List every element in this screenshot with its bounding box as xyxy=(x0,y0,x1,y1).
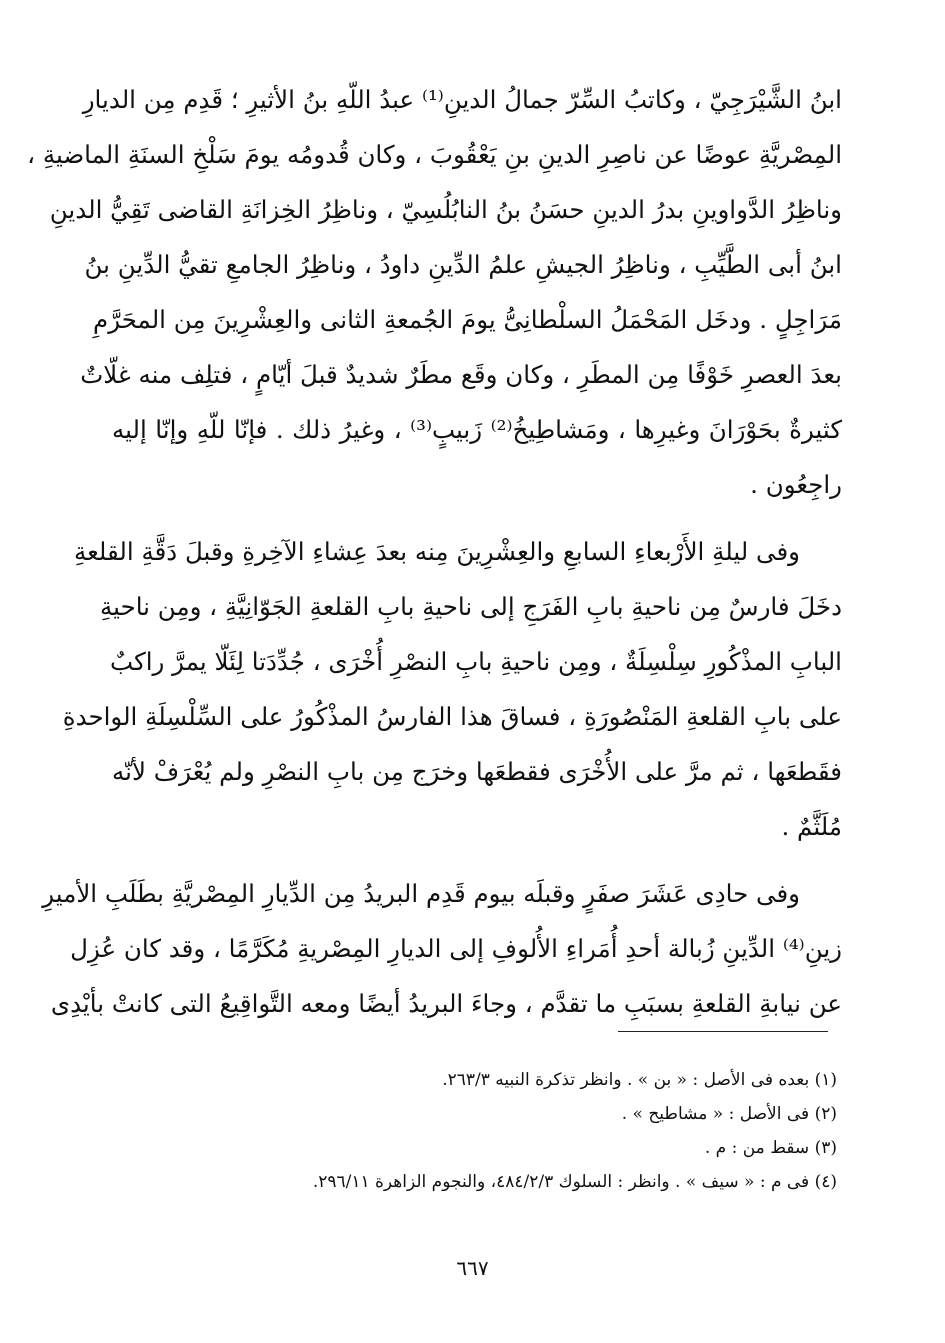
main-text xyxy=(27,72,842,1031)
text-line: فقَطعَها ، ثم مرَّ على الأُخْرَى فقطعَها وخرَج مِن بابِ النصْرِ ولم يُعْرَفْ لأنّه xyxy=(112,757,842,786)
text-line: كثيرةٌ بحَوْرَانَ وغيرِها ، ومَشاطِيخُ⁽²⁾ زَبيبٍ⁽³⁾ ، وغيرُ ذلك . فإنّا للّهِ وإنّا إليه xyxy=(112,415,842,444)
text-line: وناظِرُ الدَّواوينِ بدرُ الدينِ حسَنُ بنُ النابُلُسِيّ ، وناظِرُ الخِزانَةِ القاضى تَقِيُّ الدينِ xyxy=(49,195,842,224)
text-line: وفى حادِى عَشَرَ صفَرٍ وقبلَه بيوم قَدِم البريدُ مِن الدِّيارِ المِصْريَّةِ بطَلَبِ الأميرِ xyxy=(42,879,800,908)
text-line: مَرَاجِلٍ . ودخَل المَحْمَلُ السلْطانِىُّ يومَ الجُمعةِ الثانى والعِشْرِينَ مِن المحَرَّمِ xyxy=(93,305,842,334)
text-line: ابنُ الشَّيْرَجِيّ ، وكاتبُ السِّرّ جمالُ الدينِ⁽¹⁾ عبدُ اللّهِ بنُ الأثيرِ ؛ قَدِم مِن الديارِ xyxy=(82,85,842,114)
text-line: المِصْريَّةِ عوضًا عن ناصِرِ الدينِ بنِ يَعْقُوبَ ، وكان قُدومُه يومَ سَلْخِ السنَةِ الماضيةِ ، xyxy=(27,140,842,169)
footnote-divider xyxy=(618,1031,828,1032)
footnote-2: (٢) فى الأصل : « مشاطيح » . xyxy=(621,1104,837,1124)
text-line: راجِعُون . xyxy=(750,470,842,499)
text-line: على بابِ القلعةِ المَنْصُورَةِ ، فساقَ هذا الفارسُ المذْكُورُ على السِّلْسِلَةِ الواحدةِ xyxy=(62,702,842,731)
text-line: ابنُ أبى الطَّيِّبِ ، وناظِرُ الجيشِ علمُ الدِّينِ داودُ ، وناظِرُ الجامعِ تقيُّ الدِّينِ بنُ xyxy=(84,250,842,279)
text-line: عن نيابةِ القلعةِ بسبَبِ ما تقدَّم ، وجاءَ البريدُ أيضًا ومعه التَّواقِيعُ التى كانتْ بأيْدِى xyxy=(50,989,842,1018)
footnote-1: (١) بعده فى الأصل : « بن » . وانظر تذكرة النبيه ٢٦٣/٣. xyxy=(442,1070,837,1090)
footnote-3: (٣) سقط من : م . xyxy=(704,1138,837,1158)
text-line: مُلَثَّمٌ . xyxy=(781,812,842,841)
text-line: وفى ليلةِ الأَرْبعاءِ السابعِ والعِشْرِينَ مِنه بعدَ عِشاءِ الآخِرةِ وقبلَ دَقَّةِ القلعةِ xyxy=(73,537,800,566)
text-line: زينِ⁽⁴⁾ الدِّينِ زُبالة أحدِ أُمَراءِ الأُلوفِ إلى الديارِ المِصْريةِ مُكَرَّمًا ، وقد كان عُزِل xyxy=(70,934,842,963)
text-line: البابِ المذْكُورِ سِلْسِلَةٌ ، ومِن ناحيةِ بابِ النصْرِ أُخْرَى ، جُدِّدَتا لِئَلّا يمرَّ راكبٌ xyxy=(110,647,842,676)
text-line: دخَلَ فارسٌ مِن ناحيةِ بابِ الفَرَجِ إلى ناحيةِ بابِ القلعةِ الجَوّانِيَّةِ ، ومِن ناحيةِ xyxy=(100,592,842,621)
footnotes xyxy=(112,1063,837,1199)
text-line: بعدَ العصرِ خَوْفًا مِن المطَرِ ، وكان وقَع مطَرٌ شديدٌ قبلَ أيّامٍ ، فتلِف منه غلّاتٌ xyxy=(80,360,842,389)
footnote-4: (٤) فى م : « سيف » . وانظر : السلوك ٤٨٤/٢/٣، والنجوم الزاهرة ٢٩٦/١١. xyxy=(312,1172,837,1192)
page-number: ٦٦٧ xyxy=(456,1256,489,1280)
